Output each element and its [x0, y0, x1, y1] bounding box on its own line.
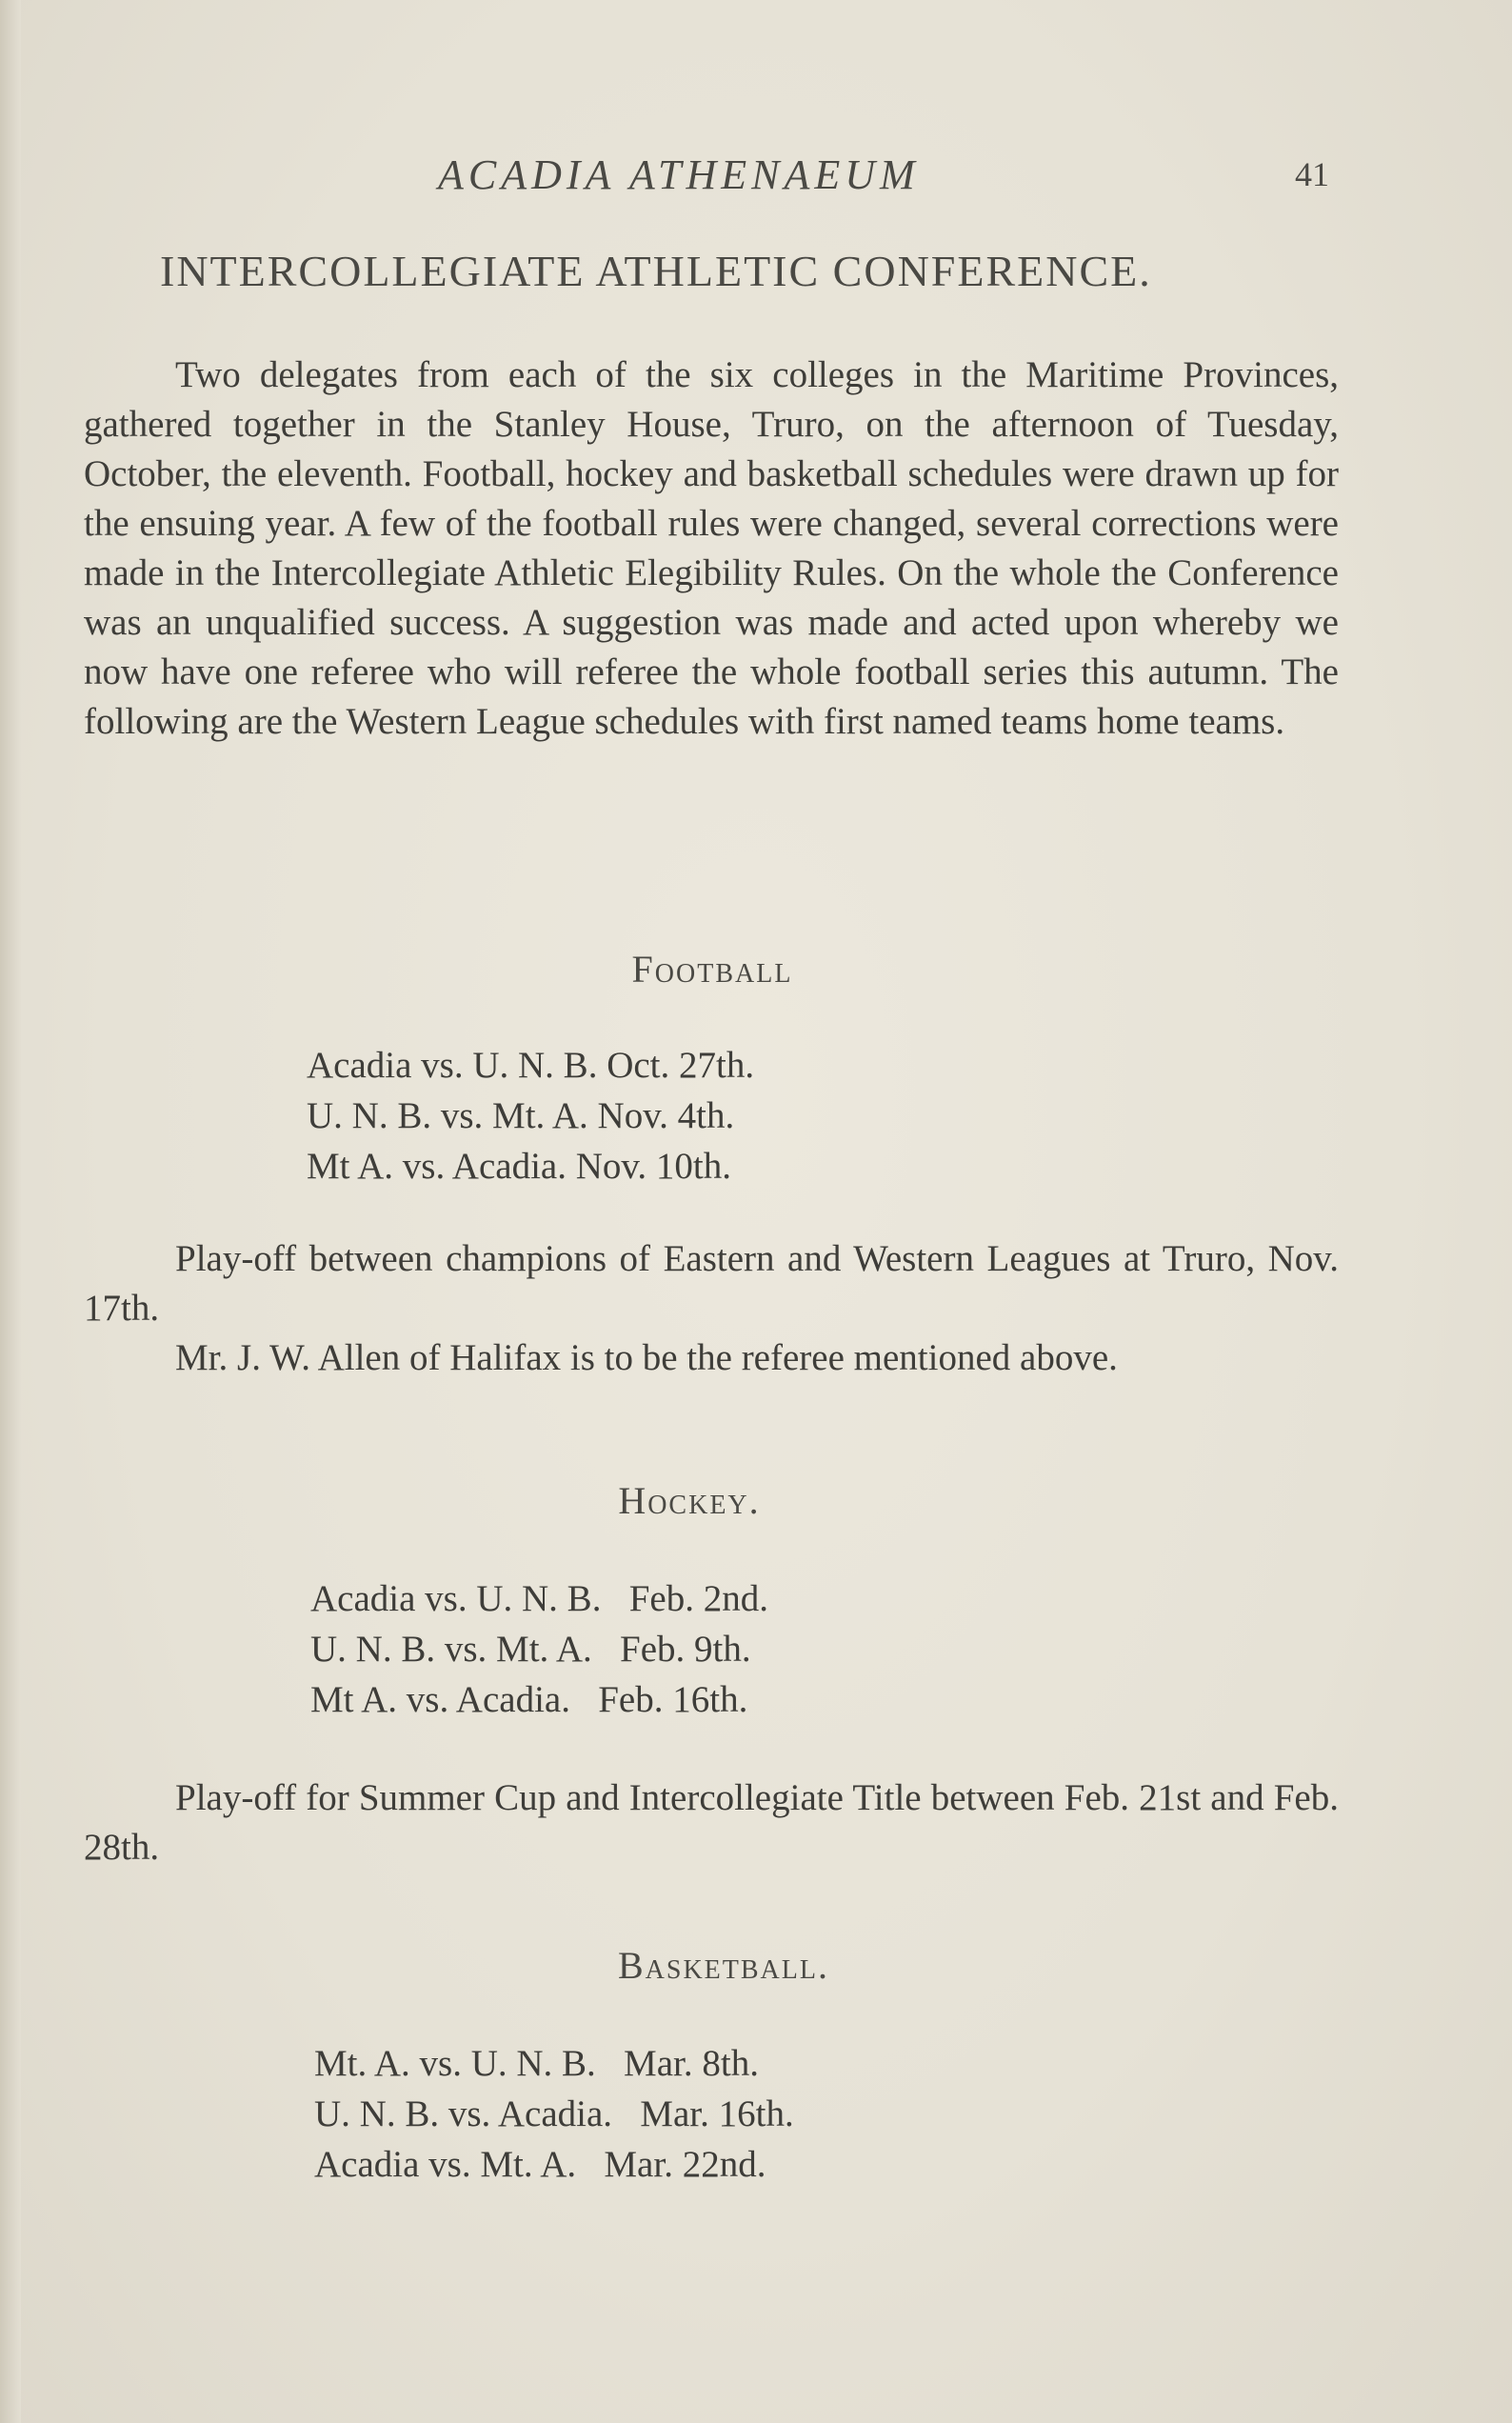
intro-paragraph-text: Two delegates from each of the six colleges in the Maritime Provinces, gathered together in the Stanley House, Truro, on the afternoon of Tuesday, October, the eleventh. Football, hockey and basketball schedules were drawn up for the ensuing year. A few of the football rules were changed, several corrections were made in the Intercollegiate Athletic Elegibility Rules. On the whole the Conference was an unqualified success. A suggestion was made and acted upon whereby we now have one referee who will referee the whole football series this autumn. The following are the Western League schedules with first named teams home teams.	[84, 354, 1339, 742]
referee-text: Mr. J. W. Allen of Halifax is to be the referee mentioned above.	[175, 1337, 1118, 1378]
basketball-game: Acadia vs. Mt. A. Mar. 22nd.	[314, 2144, 766, 2185]
article-title: INTERCOLLEGIATE ATHLETIC CONFERENCE.	[160, 247, 1152, 295]
referee-paragraph	[84, 1333, 1339, 1383]
football-game: Acadia vs. U. N. B. Oct. 27th.	[307, 1045, 755, 1086]
hockey-playoff-paragraph	[84, 1773, 1339, 1872]
hockey-game: Acadia vs. U. N. B. Feb. 2nd.	[310, 1578, 768, 1619]
football-game: Mt A. vs. Acadia. Nov. 10th.	[307, 1146, 731, 1187]
basketball-schedule	[314, 2038, 794, 2190]
hockey-game: Mt A. vs. Acadia. Feb. 16th.	[310, 1679, 748, 1720]
basketball-heading: Basketball.	[617, 1944, 829, 1987]
basketball-game: Mt. A. vs. U. N. B. Mar. 8th.	[314, 2043, 759, 2084]
binding-gutter	[0, 0, 21, 2423]
running-head	[0, 150, 1512, 208]
football-schedule	[307, 1040, 754, 1191]
football-heading: Football	[631, 948, 793, 991]
hockey-heading: Hockey.	[618, 1479, 761, 1522]
basketball-game: U. N. B. vs. Acadia. Mar. 16th.	[314, 2093, 794, 2134]
journal-title: ACADIA ATHENAEUM	[438, 151, 920, 198]
football-game: U. N. B. vs. Mt. A. Nov. 4th.	[307, 1095, 735, 1136]
football-playoff-paragraph	[84, 1234, 1339, 1333]
football-playoff-text: Play-off between champions of Eastern and Western Leagues at Truro, Nov. 17th.	[84, 1238, 1339, 1329]
hockey-game: U. N. B. vs. Mt. A. Feb. 9th.	[310, 1629, 751, 1670]
hockey-schedule	[310, 1573, 768, 1725]
page-number: 41	[1295, 155, 1329, 193]
hockey-playoff-text: Play-off for Summer Cup and Intercollegiate Title between Feb. 21st and Feb. 28th.	[84, 1777, 1339, 1868]
intro-paragraph	[84, 350, 1339, 747]
